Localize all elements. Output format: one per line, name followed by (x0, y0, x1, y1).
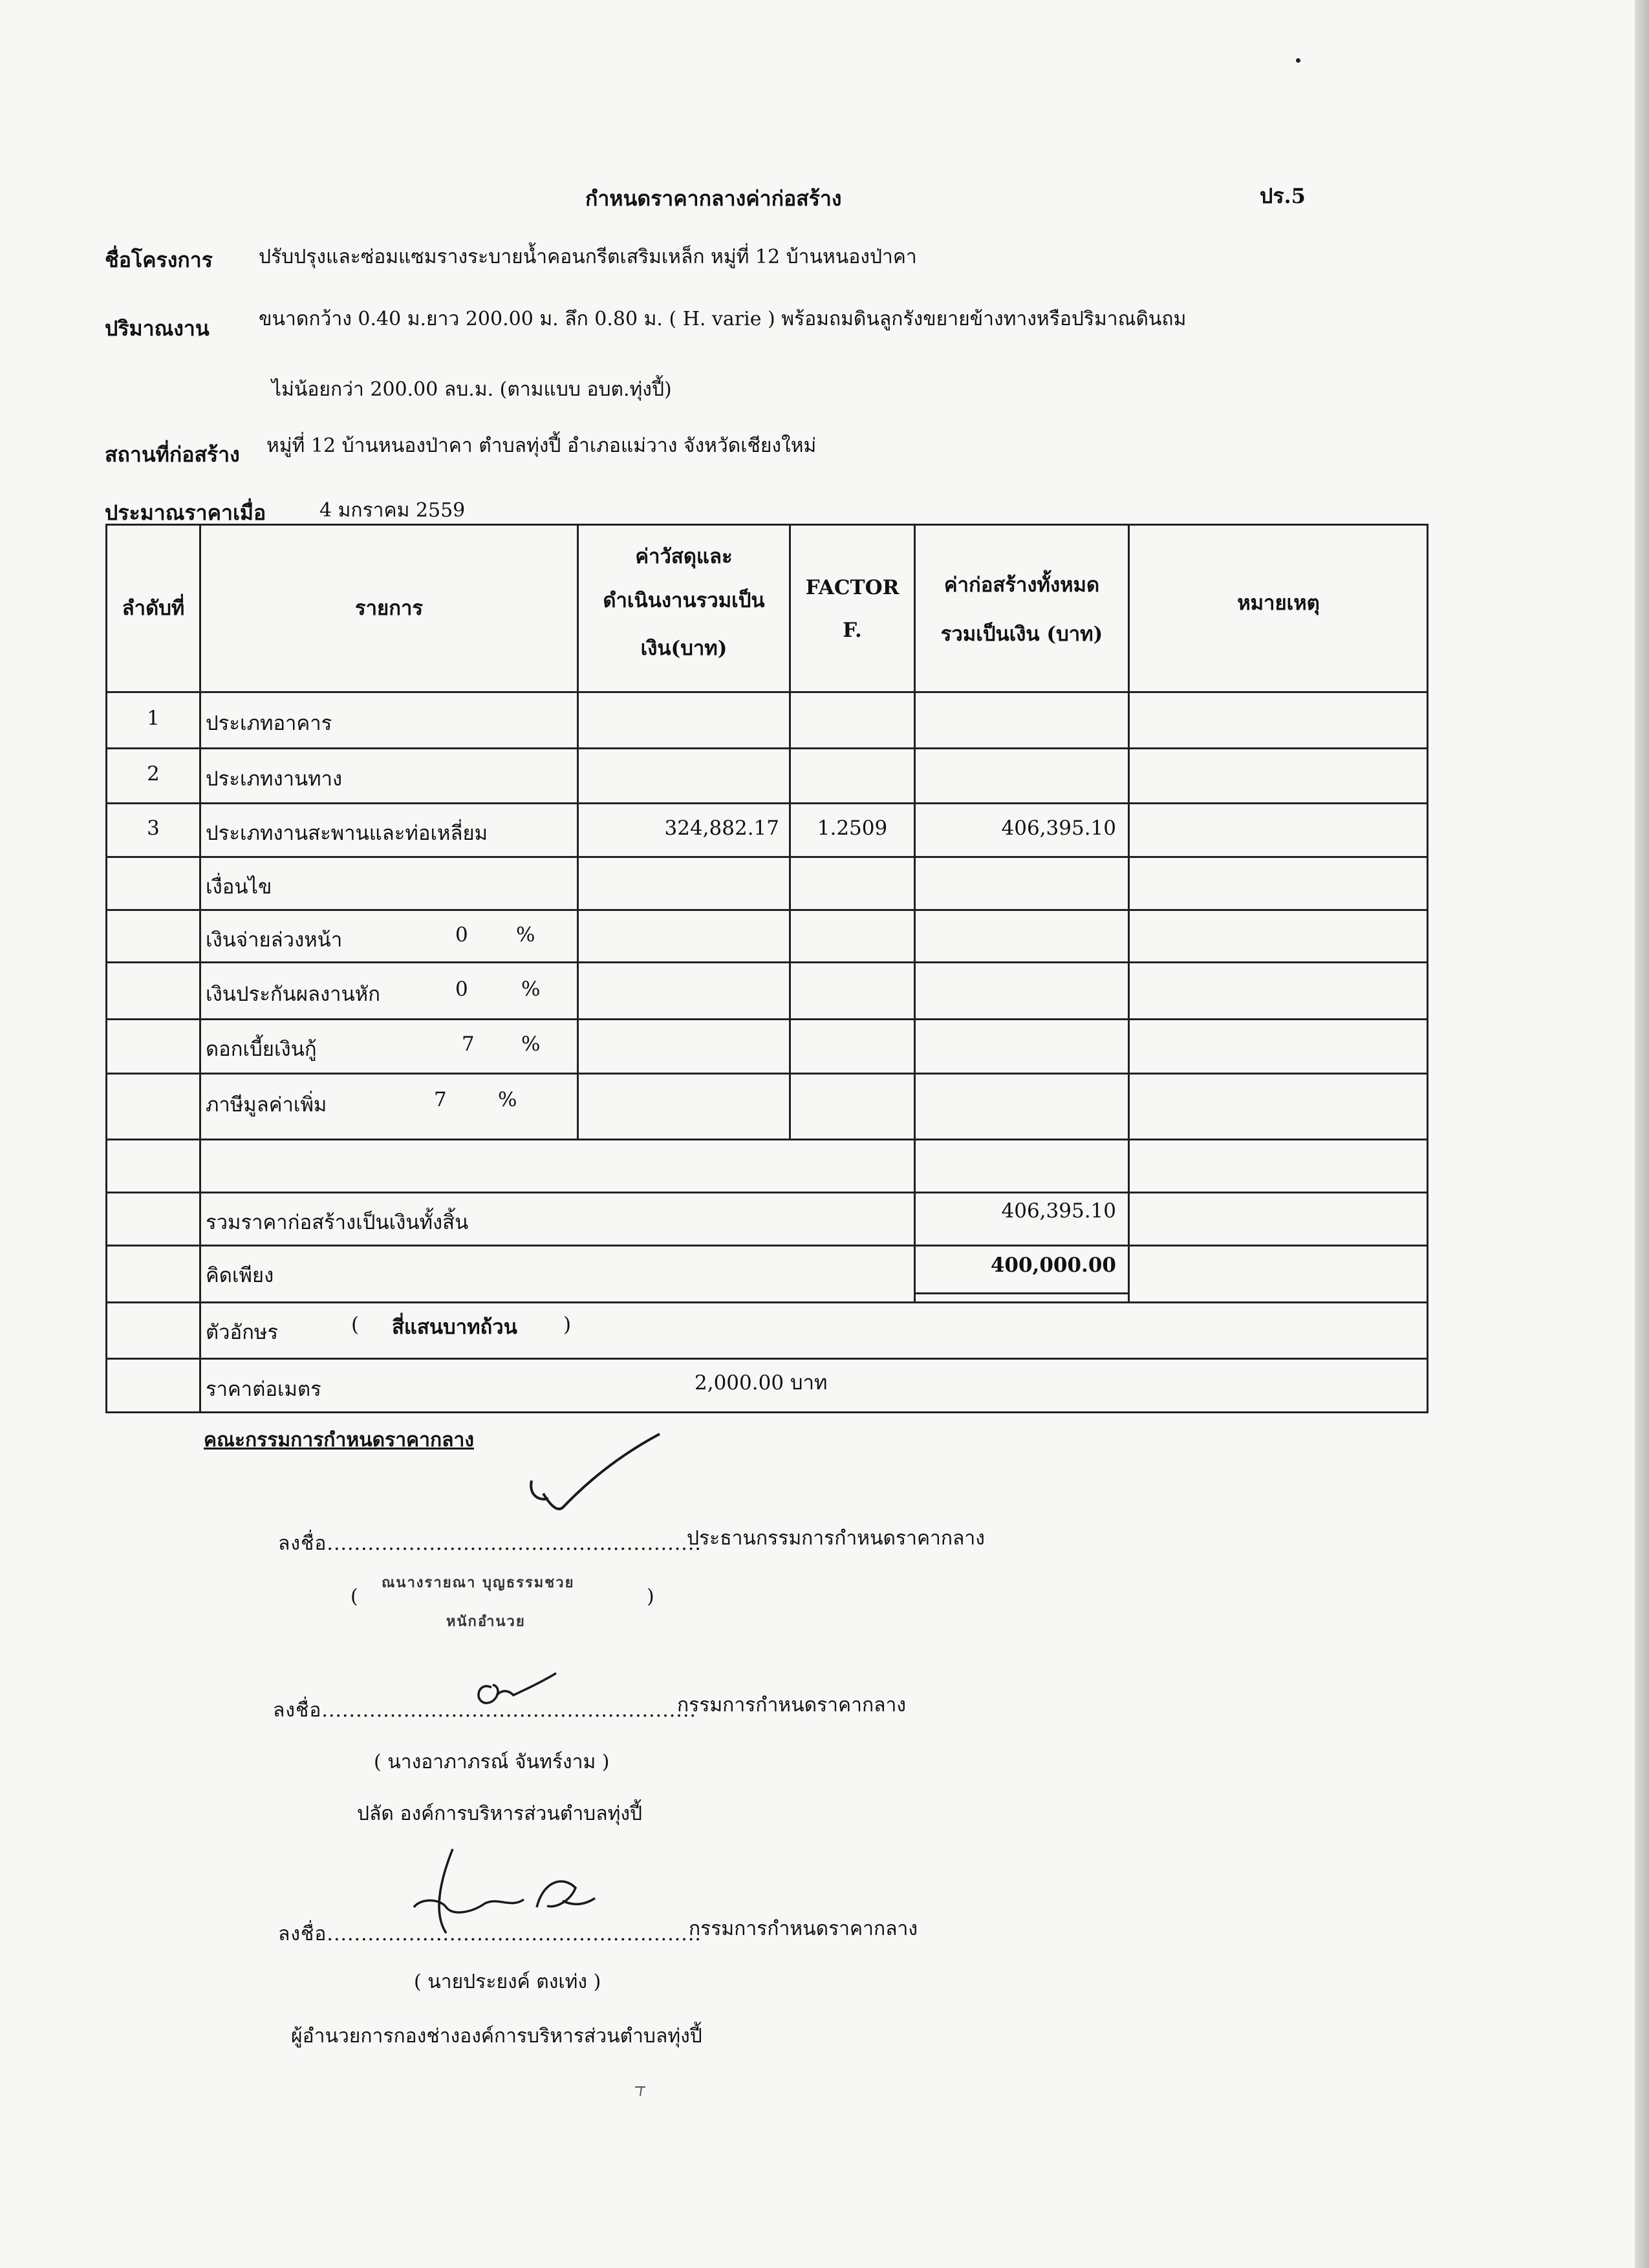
cond-vat-unit: % (498, 1088, 517, 1111)
cond-vat-label: ภาษีมูลค่าเพิ่ม (206, 1093, 327, 1117)
row1-no: 1 (147, 707, 160, 730)
cond-advance-value: 0 (455, 923, 468, 947)
quantity-value-line2: ไม่น้อยกว่า 200.00 ลบ.ม. (ตามแบบ อบต.ทุ่งปี้) (272, 378, 672, 401)
grand-total-label: รวมราคาก่อสร้างเป็นเงินทั้งสิ้น (206, 1211, 469, 1234)
quantity-value-line1: ขนาดกว้าง 0.40 ม.ยาว 200.00 ม. ลึก 0.80 ม. ( H. varie ) พร้อมถมดินลูกรังขยายข้างทางหรือปริมาณดินถม (259, 308, 1187, 330)
row3-no: 3 (147, 817, 160, 840)
estimate-date-label: ประมาณราคาเมื่อ (105, 500, 266, 525)
row-divider (107, 909, 1427, 911)
chairman-name-close: ) (647, 1585, 654, 1608)
row3-item: ประเภทงานสะพานและท่อเหลี่ยม (206, 822, 488, 845)
cond-interest-unit: % (521, 1032, 541, 1056)
in-words-label: ตัวอักษร (206, 1321, 279, 1344)
chairman-name-stamp: ณนางรายณา บุญธรรมชวย (382, 1574, 575, 1591)
rounded-label: คิดเพียง (206, 1264, 274, 1287)
row-divider (107, 1139, 1427, 1140)
member3-role: กรรมการกำหนดราคากลาง (689, 1918, 918, 1940)
chairman-position-stamp: หนักอำนวย (446, 1613, 526, 1630)
row-divider (107, 1358, 1427, 1360)
estimate-date-value: 4 มกราคม 2559 (319, 499, 466, 522)
header-material-l2: ดำเนินงานรวมเป็น (603, 589, 765, 612)
member2-position: ปลัด องค์การบริหารส่วนตำบลทุ่งปี้ (357, 1803, 643, 1825)
header-total-l2: รวมเป็นเงิน (บาท) (940, 623, 1103, 646)
page-edge-shadow (1635, 0, 1649, 2268)
row-divider (107, 747, 1427, 749)
committee-title: คณะกรรมการกำหนดราคากลาง (204, 1429, 474, 1451)
row2-no: 2 (147, 762, 160, 786)
member3-position: ผู้อำนวยการกองช่างองค์การบริหารส่วนตำบลทุ่งปี้ (291, 2025, 702, 2048)
row-divider (107, 1192, 1427, 1193)
price-table (105, 524, 1428, 1413)
cond-interest-label: ดอกเบี้ยเงินกู้ (206, 1038, 317, 1061)
rounded-box-underline (914, 1292, 1130, 1294)
in-words-close: ) (563, 1313, 572, 1336)
cond-interest-value: 7 (462, 1032, 475, 1056)
quantity-label: ปริมาณงาน (105, 316, 210, 341)
grand-total-value: 406,395.10 (1001, 1199, 1116, 1223)
per-meter-label: ราคาต่อเมตร (206, 1378, 321, 1401)
cond-vat-value: 7 (434, 1088, 447, 1111)
row3-total: 406,395.10 (1001, 817, 1116, 840)
in-words-open: ( (351, 1313, 360, 1336)
header-remark: หมายเหตุ (1237, 592, 1320, 615)
in-words-value: สี่แสนบาทถ้วน (392, 1316, 517, 1339)
cond-guarantee-unit: % (521, 978, 541, 1001)
document-title: กำหนดราคากลางค่าก่อสร้าง (585, 186, 842, 211)
header-factor-l1: FACTOR (805, 576, 900, 599)
row1-item: ประเภทอาคาร (206, 712, 332, 735)
row-divider (107, 691, 1427, 693)
member3-name: ( นายประยงค์ ตงเท่ง ) (414, 1971, 601, 1993)
scan-mark (632, 2082, 652, 2101)
location-label: สถานที่ก่อสร้าง (105, 442, 240, 467)
row3-factor: 1.2509 (817, 817, 888, 840)
project-name-label: ชื่อโครงการ (105, 248, 213, 272)
conditions-label: เงื่อนไข (206, 875, 272, 899)
row-divider (107, 802, 1427, 804)
sign-line-member2: ลงชื่อ....................................................... (273, 1699, 696, 1722)
speck-mark (1296, 58, 1300, 63)
cond-guarantee-value: 0 (455, 978, 468, 1001)
header-material-l1: ค่าวัสดุและ (635, 545, 733, 568)
row-divider (107, 961, 1427, 963)
location-value: หมู่ที่ 12 บ้านหนองป่าคา ตำบลทุ่งปี้ อำเภอแม่วาง จังหวัดเชียงใหม่ (266, 434, 817, 457)
header-material-l3: เงิน(บาท) (640, 637, 727, 660)
form-code: ปร.5 (1260, 184, 1306, 208)
row-divider (107, 856, 1427, 858)
rounded-value: 400,000.00 (990, 1254, 1116, 1277)
cond-advance-unit: % (516, 923, 535, 947)
sign-line-chairman: ลงชื่อ....................................................... (278, 1532, 702, 1555)
col-divider (1128, 526, 1130, 1301)
col-divider (199, 526, 201, 1413)
header-no: ลำดับที่ (122, 597, 185, 620)
row-divider (107, 1018, 1427, 1020)
signature-chairman (517, 1429, 673, 1532)
header-item: รายการ (354, 597, 424, 620)
header-factor-l2: F. (843, 619, 862, 642)
project-name-value: ปรับปรุงและซ่อมแซมรางระบายน้ำคอนกรีตเสริมเหล็ก หมู่ที่ 12 บ้านหนองป่าคา (259, 246, 917, 268)
sign-line-member3: ลงชื่อ....................................................... (278, 1923, 702, 1945)
header-total-l1: ค่าก่อสร้างทั้งหมด (943, 573, 1100, 597)
row-divider (107, 1245, 1427, 1246)
cond-advance-label: เงินจ่ายล่วงหน้า (206, 928, 343, 952)
row-divider (107, 1301, 1427, 1303)
row-divider (107, 1073, 1427, 1075)
per-meter-value: 2,000.00 บาท (695, 1371, 828, 1395)
row2-item: ประเภทงานทาง (206, 767, 343, 791)
member2-role: กรรมการกำหนดราคากลาง (677, 1694, 906, 1717)
chairman-name-open: ( (350, 1585, 358, 1608)
member2-name: ( นางอาภาภรณ์ จันทร์งาม ) (374, 1751, 610, 1773)
chairman-role: ประธานกรรมการกำหนดราคากลาง (687, 1527, 985, 1550)
row3-material: 324,882.17 (664, 817, 779, 840)
cond-guarantee-label: เงินประกันผลงานหัก (206, 983, 380, 1006)
